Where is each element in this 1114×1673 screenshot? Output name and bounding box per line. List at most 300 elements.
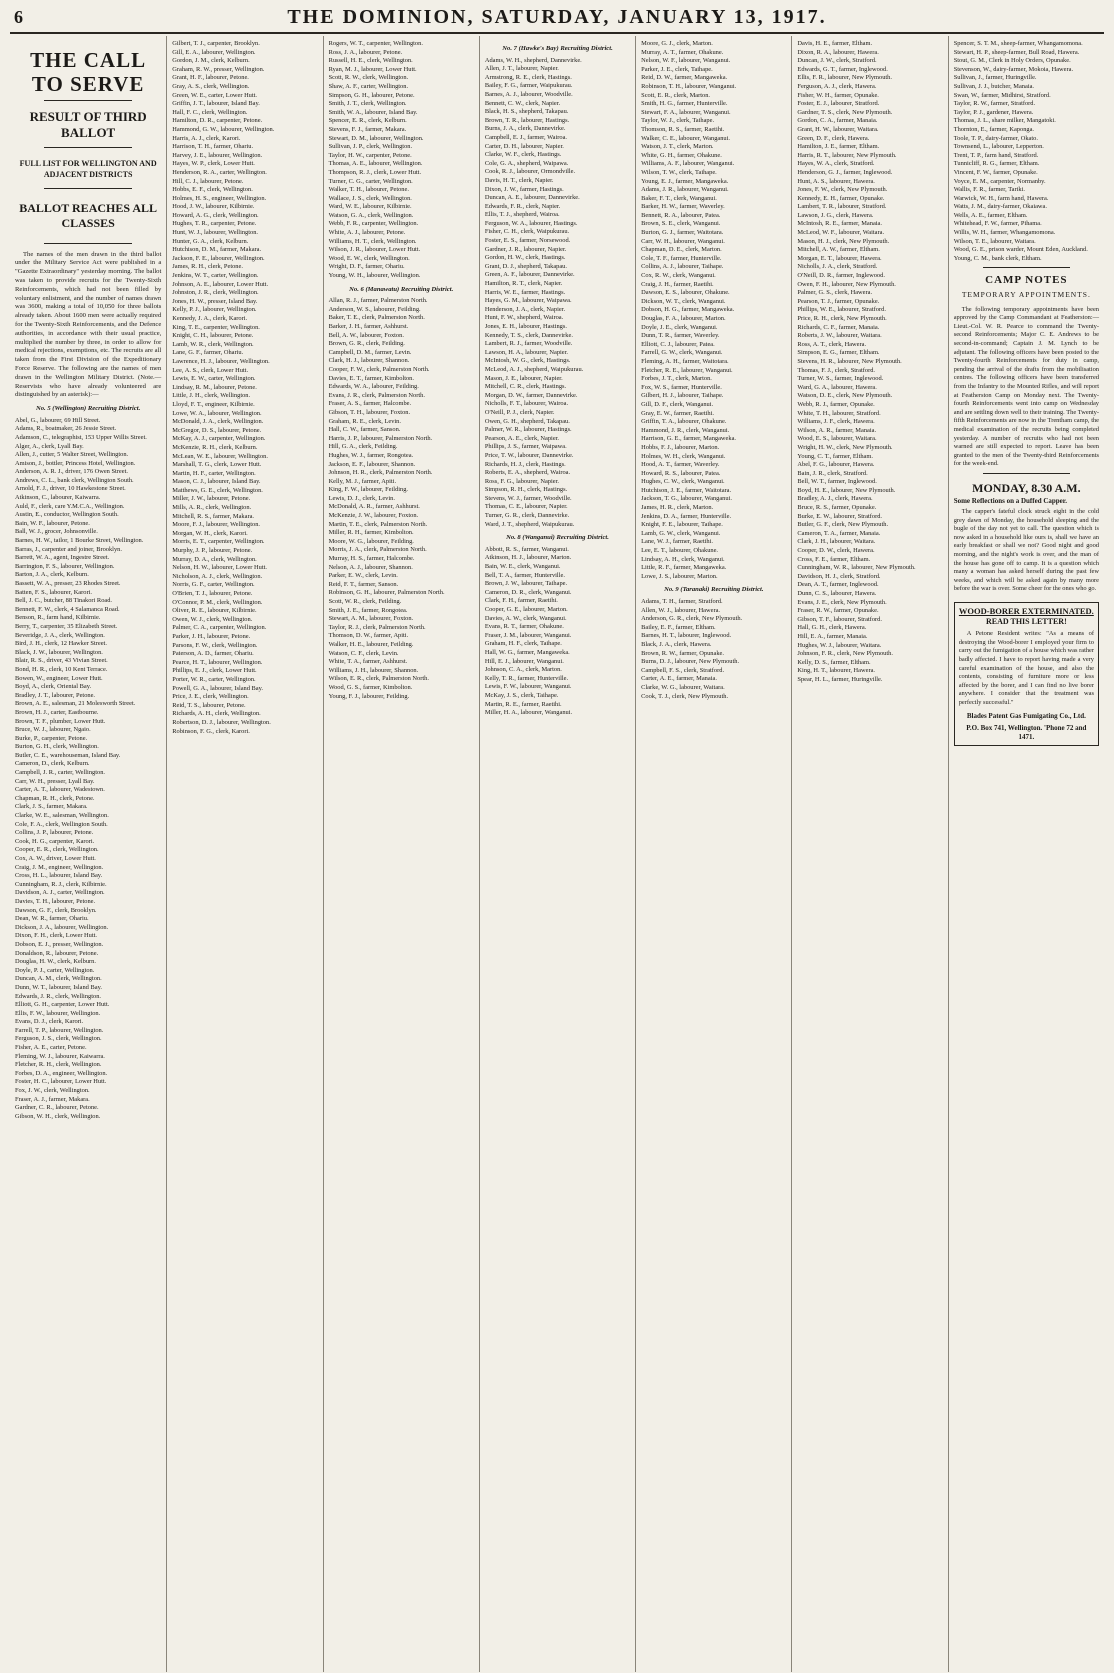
list-item: Barras, J., carpenter and joiner, Brooklyn. [15, 545, 122, 553]
column-5 [635, 36, 791, 1672]
list-item: Hunt, A. S., labourer, Hawera. [797, 177, 875, 185]
list-item: Robinson, T. H., labourer, Wanganui. [641, 82, 737, 90]
list-item: Murray, A. T., farmer, Ohakune. [641, 48, 724, 56]
list-item: Green, D. F., clerk, Hawera. [797, 134, 870, 142]
list-item: Gill, E. A., labourer, Wellington. [172, 48, 256, 56]
list-item: Elliott, G. H., carpenter, Lower Hutt. [15, 1001, 110, 1009]
monday-title: MONDAY, 8.30 A.M. [972, 480, 1081, 495]
list-item: Cunningham, W. R., labourer, New Plymouth. [797, 564, 916, 572]
list-item: Turner, G. R., clerk, Dannevirke. [484, 512, 570, 520]
list-item: Wood, G. E., prison warder, Mount Eden, Auckland. [953, 246, 1088, 254]
list-item: Foster, E. S., farmer, Norsewood. [484, 237, 571, 245]
list-item: Lloyd, F. T., engineer, Kilbirnie. [172, 400, 255, 408]
list-item: Young, E. J., farmer, Mangaweka. [641, 177, 729, 185]
list-item: Davis, H. T., clerk, Napier. [484, 176, 554, 184]
list-item: Lambert, T. R., labourer, Stratford. [797, 203, 887, 211]
list-item: Mitchell, C. R., clerk, Hastings. [484, 383, 567, 391]
entries-col5b [641, 598, 786, 701]
list-item: Wright, D. F., farmer, Ohariu. [328, 263, 405, 271]
list-item: Black, J. W., labourer, Wellington. [15, 648, 103, 656]
list-item: Anderson, A. R. J., driver, 176 Owen Street. [15, 468, 128, 476]
list-item: Burns, D. J., labourer, New Plymouth. [641, 658, 740, 666]
ballot-heading: BALLOT REACHES ALL CLASSES [19, 201, 158, 230]
list-item: Parker, E. W., clerk, Levin. [328, 572, 398, 580]
list-item: Duncan, A. E., labourer, Dannevirke. [484, 194, 580, 202]
list-item: O'Brien, T. J., labourer, Petone. [172, 590, 253, 597]
list-item: Lawrence, H. J., labourer, Wellington. [172, 357, 270, 365]
list-item: Young, W. H., labourer, Wellington. [328, 272, 421, 280]
list-item: Miller, J. W., labourer, Petone. [172, 495, 251, 503]
list-item: Owen, G. H., shepherd, Takapau. [484, 417, 570, 425]
list-item: Brown, A. E., salesman, 21 Molesworth Street. [15, 700, 136, 708]
list-item: Walker, T. H., labourer, Petone. [328, 186, 409, 194]
monday-body: The capper's fateful clock struck eight in the cold grey dawn of Monday, the household sleeping and the bugle of the day not yet to call. The question which is now asked in a household like ours is, shall we have an early breakfast or shall we not? Good night and good morning, and the night's work is over, and the man of the house has gone off to camp. It is a question which many a woman has asked herself during the past few weeks, and which will be asked again by many more before the war is over. Some cheer for the ones who go. [953, 508, 1099, 593]
list-item: Hayes, W. A., clerk, Stratford. [797, 160, 875, 168]
list-item: O'Connor, P. M., clerk, Wellington. [172, 598, 263, 606]
list-item: Lamb, W. R., clerk, Wellington. [172, 340, 254, 348]
list-item: Oliver, R. E., labourer, Kilbirnie. [172, 607, 257, 615]
list-item: Martin, R. E., farmer, Raetihi. [484, 700, 562, 708]
list-item: Hill, C. J., labourer, Petone. [172, 177, 244, 185]
list-item: Cook, R. J., labourer, Ormondville. [484, 168, 576, 176]
list-item: Mason, J. E., labourer, Napier. [484, 374, 563, 382]
list-item: Bruce, W. J., labourer, Ngaio. [15, 726, 91, 734]
list-item: Brown, R. W., farmer, Opunake. [641, 649, 724, 657]
list-item: Carr, W. H., labourer, Wanganui. [641, 237, 725, 245]
list-item: Lane, G. F., farmer, Ohariu. [172, 349, 244, 357]
list-item: Cunningham, R. J., clerk, Kilbirnie. [15, 880, 107, 888]
list-item: McKenzie, J. W., labourer, Foxton. [328, 512, 419, 520]
list-item: Scott, R. W., clerk, Wellington. [328, 74, 409, 82]
column-3 [323, 36, 479, 1672]
list-item: Evans, J. E., clerk, New Plymouth. [797, 598, 887, 606]
list-item: Howard, A. G., clerk, Wellington. [172, 211, 259, 219]
list-item: Hutchison, D. M., farmer, Makara. [172, 246, 262, 254]
list-item: King, F. W., labourer, Feilding. [328, 486, 409, 494]
list-item: McKay, A. J., carpenter, Wellington. [172, 435, 266, 443]
entries-col4a [485, 57, 630, 530]
list-item: Mason, C. J., labourer, Island Bay. [172, 478, 261, 486]
list-item: Brown, J. W., labourer, Taihape. [484, 580, 568, 588]
list-item: Bailey, F. G., farmer, Waipukurau. [484, 82, 573, 90]
list-item: Davies, A. W., clerk, Wanganui. [484, 614, 567, 622]
list-item: Mitchell, A. W., farmer, Eltham. [797, 246, 880, 254]
list-item: Spear, H. L., farmer, Huringville. [797, 675, 883, 683]
list-item: Martin, H. F., carter, Wellington. [172, 469, 256, 477]
list-item: Parsons, F. W., clerk, Wellington. [172, 641, 258, 649]
list-item: White, G. H., farmer, Ohakune. [641, 151, 722, 159]
list-item: Adams, T. H., farmer, Stratford. [641, 598, 723, 605]
list-item: Wilson, T. W., clerk, Taihape. [641, 168, 717, 176]
entries-col1 [15, 417, 161, 1122]
list-item: Watts, J. M., dairy-farmer, Okaiawa. [953, 203, 1047, 211]
list-item: Norris, G. F., carter, Wellington. [172, 581, 255, 589]
list-item: Lambert, R. J., farmer, Woodville. [484, 340, 573, 348]
list-item: Ferguson, J. S., clerk, Wellington. [15, 1035, 102, 1043]
list-item: Benson, R., farm hand, Kilbirnie. [15, 614, 101, 622]
list-item: Bowen, W., engineer, Lower Hutt. [15, 674, 103, 682]
list-item: Owen, W. J., clerk, Wellington. [172, 615, 253, 623]
list-item: Clark, J. H., labourer, Waitara. [797, 538, 876, 546]
list-item: Miller, R. H., farmer, Kimbolton. [328, 529, 414, 537]
list-item: Johnson, F. R., clerk, New Plymouth. [797, 650, 893, 658]
camp-notes-title: CAMP NOTES [985, 274, 1068, 287]
list-item: Donaldson, R., labourer, Petone. [15, 949, 99, 957]
list-item: Williams, H. T., clerk, Wellington. [328, 237, 417, 245]
list-item: Wright, H. W., clerk, New Plymouth. [797, 443, 893, 451]
list-item: McIntosh, R. E., farmer, Manaia. [797, 220, 882, 228]
list-item: Collins, A. J., labourer, Taihape. [641, 263, 724, 271]
list-item: Hayes, W. P., clerk, Lower Hutt. [172, 160, 255, 168]
list-item: Morgan, E. T., labourer, Hawera. [797, 254, 882, 262]
list-item: Powell, G. A., labourer, Island Bay. [172, 684, 264, 692]
entries-col7 [954, 40, 1099, 263]
article-deck: FULL LIST FOR WELLINGTON AND ADJACENT DISTRICTS [19, 159, 157, 179]
list-item: Walker, C. E., labourer, Wanganui. [641, 134, 730, 142]
list-item: Atkinson, C., labourer, Kaiwarra. [15, 494, 101, 502]
list-item: Cameron, D. R., clerk, Wanganui. [484, 588, 572, 596]
list-item: Clarke, W. G., labourer, Waitara. [641, 683, 725, 691]
list-item: Hammond, G. W., labourer, Wellington. [172, 125, 275, 133]
ad-sub: READ THIS LETTER! [985, 616, 1067, 626]
list-item: Hamilton, J. E., farmer, Eltham. [797, 143, 880, 151]
list-item: Brown, S. E., clerk, Wanganui. [641, 220, 721, 228]
entries-col3b [329, 297, 474, 701]
list-item: Gray, A. S., clerk, Wellington. [172, 82, 250, 90]
list-item: Lawson, J. G., clerk, Hawera. [797, 211, 874, 219]
list-item: Ward, W. E., labourer, Kilbirnie. [328, 203, 412, 211]
ad-title: WOOD-BORER EXTERMINATED. [958, 606, 1094, 617]
list-item: Voyce, E. M., carpenter, Normanby. [953, 177, 1046, 185]
list-item: Matthews, G. E., clerk, Wellington. [172, 486, 263, 494]
list-item: Hutchison, J. E., farmer, Waitotara. [641, 486, 732, 494]
list-item: Sullivan, J., farmer, Huringville. [953, 74, 1037, 82]
list-item: Edwards, G. T., farmer, Inglewood. [797, 65, 888, 73]
district-heading-taranaki: No. 9 (Taranaki) Recruiting District. [664, 586, 764, 594]
list-item: Simpson, G. H., labourer, Petone. [328, 91, 415, 99]
list-item: Hill, G. A., clerk, Feilding. [328, 443, 398, 451]
list-item: Burns, J. A., clerk, Dannevirke. [484, 125, 566, 133]
list-item: Bradley, J. T., labourer, Petone. [15, 691, 96, 699]
list-item: Adams, R., boatmaker, 26 Jessie Street. [15, 425, 117, 433]
list-item: Gray, E. W., farmer, Raetihi. [641, 409, 714, 417]
list-item: Bain, W. E., clerk, Wanganui. [484, 563, 561, 571]
list-item: Barker, H. W., farmer, Waverley. [641, 203, 725, 211]
list-item: Hall, W. G., farmer, Mangaweka. [484, 648, 570, 656]
list-item: Douglas, H. W., clerk, Kelburn. [15, 958, 96, 966]
list-item: Fox, W. S., farmer, Hunterville. [641, 383, 722, 391]
list-item: Allen, J. T., labourer, Napier. [484, 65, 559, 73]
list-item: Townsend, L., labourer, Lepperton. [953, 143, 1044, 151]
list-item: Watson, D. E., clerk, New Plymouth. [797, 392, 893, 400]
list-item: Hill, E. A., farmer, Manaia. [797, 632, 868, 640]
list-item: Martin, T. E., clerk, Palmerston North. [328, 520, 428, 528]
list-item: Kelly, D. S., farmer, Eltham. [797, 658, 871, 666]
list-item: Wallis, F. R., farmer, Tariki. [953, 186, 1025, 194]
list-item: Gordon, C. A., farmer, Manaia. [797, 117, 878, 125]
monday-rule [983, 473, 1070, 474]
list-item: Robinson, G. H., labourer, Palmerston North. [328, 589, 445, 597]
list-item: Bruce, R. S., farmer, Opunake. [797, 504, 877, 512]
list-item: Grant, H. W., labourer, Waitara. [797, 125, 879, 133]
district-heading-hawkes-bay: No. 7 (Hawke's Bay) Recruiting District. [502, 45, 613, 52]
list-item: Fraser, J. M., labourer, Wanganui. [484, 631, 572, 639]
district-heading-wanganui: No. 8 (Wanganui) Recruiting District. [506, 534, 609, 542]
list-item: Cox, R. W., clerk, Wanganui. [641, 272, 716, 280]
list-item: Thornton, E., farmer, Kaponga. [953, 125, 1035, 133]
list-item: Thomas, C. E., labourer, Napier. [484, 503, 568, 511]
list-item: Watson, C. F., clerk, Levin. [328, 649, 399, 657]
list-item: Baker, F. T., clerk, Wanganui. [641, 194, 717, 202]
list-item: Marshall, T. G., clerk, Lower Hutt. [172, 461, 262, 469]
list-item: Harris, W. E., farmer, Hastings. [484, 288, 566, 296]
entries-col6 [797, 40, 942, 685]
list-item: Phillips, J. S., farmer, Waipawa. [484, 443, 567, 451]
list-item: Fraser, R. W., farmer, Opunake. [797, 607, 879, 615]
list-item: Andrews, C. L., bank clerk, Wellington South. [15, 476, 134, 484]
list-item: Taylor, H. W., carpenter, Petone. [328, 151, 412, 159]
list-item: Henderson, J. A., clerk, Napier. [484, 305, 566, 313]
list-item: Bailey, E. F., farmer, Eltham. [641, 623, 716, 631]
list-item: Miller, H. A., labourer, Wanganui. [484, 709, 573, 717]
list-item: Boyd, A., clerk, Oriental Bay. [15, 683, 92, 691]
list-item: Hall, C. W., farmer, Sanson. [328, 426, 401, 434]
list-item: Jackson, T. G., labourer, Wanganui. [641, 495, 732, 503]
subtitle-rule [44, 147, 132, 148]
list-item: Fisher, A. E., carter, Petone. [15, 1044, 87, 1052]
list-item: Dunn, W. T., labourer, Island Bay. [15, 983, 102, 991]
list-item: Thomas, A. E., labourer, Wellington. [328, 160, 423, 168]
list-item: Dunn, C. S., labourer, Hawera. [797, 590, 877, 597]
list-item: Howard, R. S., labourer, Patea. [641, 469, 721, 477]
list-item: Webb, R. J., farmer, Opunake. [797, 400, 875, 408]
page-number: 6 [14, 7, 23, 27]
list-item: Alger, A., clerk, Lyall Bay. [15, 442, 84, 450]
list-item: Collins, J. P., labourer, Petone. [15, 829, 94, 837]
list-item: Carter, A. T., labourer, Wadestown. [15, 786, 105, 794]
list-item: James, R. H., clerk, Petone. [172, 263, 243, 271]
list-item: Campbell, D. M., farmer, Levin. [328, 348, 412, 356]
list-item: Harris, A. J., clerk, Karori. [172, 134, 241, 142]
list-item: Fisher, W. H., farmer, Opunake. [797, 91, 879, 99]
list-item: Graham, R. E., clerk, Levin. [328, 417, 401, 425]
list-item: Stewart, D. M., labourer, Wellington. [328, 134, 424, 142]
list-item: Cooper, D. W., clerk, Hawera. [797, 547, 875, 555]
list-item: Henderson, R. A., carter, Wellington. [172, 168, 267, 176]
list-item: Moore, W. G., labourer, Feilding. [328, 537, 414, 545]
list-item: Jones, E. H., labourer, Hastings. [484, 323, 567, 330]
list-item: Mitchell, R. S., farmer, Makara. [172, 512, 255, 520]
list-item: Hobbs, E. F., clerk, Wellington. [172, 186, 253, 194]
list-item: Warwick, W. H., farm hand, Hawera. [953, 194, 1049, 202]
list-item: Hood, A. T., farmer, Waverley. [641, 461, 720, 469]
list-item: Ellis, F. W., labourer, Wellington. [15, 1009, 101, 1017]
list-item: Chapman, R. H., clerk, Petone. [15, 794, 95, 802]
list-item: Taylor, W. J., clerk, Taihape. [641, 117, 715, 125]
list-item: Hamilton, D. R., carpenter, Petone. [172, 117, 263, 125]
list-item: Campbell, F. S., clerk, Stratford. [641, 666, 725, 674]
list-item: Cross, F. E., farmer, Eltham. [797, 555, 871, 563]
list-item: Morris, J. A., clerk, Palmerston North. [328, 546, 427, 554]
list-item: Fox, J. W., clerk, Wellington. [15, 1087, 90, 1095]
list-item: Wilson, T. E., labourer, Waitara. [953, 237, 1036, 245]
list-item: Gardner, T. S., clerk, New Plymouth. [797, 108, 893, 116]
list-item: Phillips, W. E., labourer, Stratford. [797, 306, 886, 314]
list-item: Baker, T. E., clerk, Palmerston North. [328, 314, 425, 322]
list-item: Cole, T. F., farmer, Hunterville. [641, 254, 722, 262]
list-item: Ross, J. A., labourer, Petone. [328, 48, 403, 56]
list-item: Roberts, J. W., labourer, Waitara. [797, 332, 882, 340]
list-item: Johnston, J. R., clerk, Wellington. [172, 289, 259, 297]
list-item: Stevens, H. R., labourer, New Plymouth. [797, 357, 902, 365]
list-item: Brown, T. F., plumber, Lower Hutt. [15, 717, 106, 725]
list-item: Porter, W. R., carter, Wellington. [172, 675, 256, 683]
list-item: Russell, H. E., clerk, Wellington. [328, 57, 413, 65]
list-item: Mason, H. J., clerk, New Plymouth. [797, 237, 890, 245]
list-item: Mills, A. R., clerk, Wellington. [172, 504, 252, 512]
list-item: Vincent, F. W., farmer, Opunake. [953, 168, 1038, 176]
list-item: Evans, J. R., clerk, Palmerston North. [328, 391, 425, 399]
list-item: Roberts, E. A., shepherd, Wairoa. [484, 469, 571, 477]
list-item: Forbes, J. T., clerk, Marton. [641, 375, 712, 383]
article-title: THE CALL TO SERVE [30, 48, 147, 96]
list-item: Turner, W. S., farmer, Inglewood. [797, 375, 884, 383]
list-item: Barnes, A. J., labourer, Woodville. [484, 90, 573, 98]
list-item: Cook, H. G., carpenter, Karori. [15, 837, 95, 845]
list-item: Fraser, A. S., farmer, Halcombe. [328, 400, 412, 408]
list-item: Wilson, E. R., clerk, Palmerston North. [328, 675, 429, 683]
column-7 [948, 36, 1104, 1672]
list-item: Murray, H. S., farmer, Halcombe. [328, 555, 415, 563]
list-item: Cooper, F. W., clerk, Palmerston North. [328, 365, 430, 373]
list-item: Smith, H. G., farmer, Hunterville. [641, 100, 728, 108]
list-item: McLean, W. E., labourer, Wellington. [172, 452, 268, 460]
column-4 [479, 36, 635, 1672]
column-6 [791, 36, 947, 1672]
list-item: Henderson, G. J., farmer, Inglewood. [797, 168, 893, 176]
list-item: Taylor, R. W., farmer, Stratford. [953, 100, 1036, 108]
list-item: Scott, E. R., clerk, Marton. [641, 91, 711, 99]
list-item: Dawson, G. F., clerk, Brooklyn. [15, 906, 97, 914]
list-item: Auld, F., clerk, care Y.M.C.A., Wellington. [15, 502, 125, 510]
list-item: Beveridge, J. A., clerk, Wellington. [15, 631, 105, 639]
list-item: Williams, J. F., clerk, Hawera. [797, 418, 875, 426]
list-item: Dixon, R. A., labourer, Hawera. [797, 48, 879, 56]
list-item: Ward, J. T., shepherd, Waipukurau. [484, 520, 575, 528]
list-item: Stevenson, W., dairy-farmer, Mokoia, Hawera. [953, 65, 1074, 73]
list-item: Gardner, J. R., labourer, Napier. [484, 245, 567, 253]
list-item: Edwards, J. R., clerk, Wellington. [15, 992, 101, 1000]
list-item: Lee, A. S., clerk, Lower Hutt. [172, 366, 249, 374]
deck-rule [44, 188, 132, 189]
list-item: Bond, H. R., clerk, 10 Kent Terrace. [15, 665, 108, 673]
list-item: Williams, J. H., labourer, Shannon. [328, 666, 419, 674]
ballot-rule [44, 243, 132, 244]
list-item: Ross, F. G., labourer, Napier. [484, 477, 559, 485]
list-item: Doyle, J. E., clerk, Wanganui. [641, 323, 718, 331]
list-item: Kelly, T. R., farmer, Hunterville. [484, 674, 569, 682]
list-item: Fraser, A. J., farmer, Makara. [15, 1095, 90, 1103]
list-item: Robertson, D. J., labourer, Wellington. [172, 718, 271, 726]
list-item: Stout, G. M., Clerk in Holy Orders, Opunake. [953, 57, 1071, 65]
list-item: Harrison, G. E., farmer, Mangaweka. [641, 435, 736, 443]
list-item: Stewart, H. P., sheep-farmer, Bull Road, Hawera. [953, 48, 1080, 56]
list-item: Hammond, J. R., clerk, Wanganui. [641, 426, 730, 434]
list-item: Dean, A. T., farmer, Inglewood. [797, 581, 879, 589]
list-item: Bell, A. W., labourer, Foxton. [328, 331, 404, 339]
list-item: Thompson, R. J., clerk, Lower Hutt. [328, 168, 422, 176]
list-item: Forbes, D. A., engineer, Wellington. [15, 1069, 108, 1077]
list-item: Ward, G. A., labourer, Hawera. [797, 383, 877, 391]
list-item: Dixon, F. H., clerk, Lower Hutt. [15, 932, 98, 940]
list-item: Cook, T. J., clerk, New Plymouth. [641, 692, 729, 700]
ad-body: A Petone Resident writes: "As a means of destroying the Wood-borer I employed your firm to carry out the fumigation of a house which was rather badly affected. I have to report having made a very careful examination of the house, and also the contents, consisting of furniture more or less affected by the borer, and I can find no live borer anywhere. I consider that the treatment was perfectly successful." [958, 630, 1094, 706]
list-item: Lewis, F. W., labourer, Wanganui. [484, 683, 572, 691]
list-item: Reid, D. W., farmer, Mangaweka. [641, 74, 728, 82]
list-item: Chapman, D. E., clerk, Marton. [641, 246, 722, 254]
list-item: Bell, T. A., farmer, Hunterville. [484, 571, 565, 579]
list-item: Brown, H. J., carter, Eastbourne. [15, 708, 99, 716]
list-item: Willis, W. H., farmer, Whangamomona. [953, 229, 1056, 237]
list-item: Price, J. E., clerk, Wellington. [172, 693, 249, 701]
list-item: Dickson, J. A., labourer, Wellington. [15, 923, 109, 931]
list-item: Richards, H. J., clerk, Hastings. [484, 460, 566, 468]
list-item: Whitehead, F. W., farmer, Pihama. [953, 220, 1042, 228]
list-item: Toole, T. P., dairy-farmer, Okato. [953, 134, 1038, 142]
list-item: Blair, R. S., driver, 43 Vivian Street. [15, 657, 108, 665]
list-item: Green, W. E., carter, Lower Hutt. [172, 91, 258, 99]
list-item: Brown, G. R., clerk, Feilding. [328, 340, 405, 348]
list-item: White, T. H., labourer, Stratford. [797, 409, 881, 417]
list-item: Clarke, W. F., clerk, Hastings. [484, 151, 562, 159]
list-item: Clarke, W. E., salesman, Wellington. [15, 812, 109, 820]
list-item: Stevens, W. J., farmer, Woodville. [484, 494, 572, 502]
title-rule [44, 100, 132, 101]
list-item: Clark, F. H., farmer, Raetihi. [484, 597, 558, 605]
list-item: Griffin, J. T., labourer, Island Bay. [172, 100, 260, 108]
list-item: Trent, T. P., farm hand, Stratford. [953, 151, 1039, 159]
list-item: Edwards, W. A., labourer, Feilding. [328, 383, 419, 391]
list-item: Smith, J. T., clerk, Wellington. [328, 100, 407, 108]
list-item: Austin, E., conductor, Wellington South. [15, 511, 119, 519]
list-item: Harrison, T. H., farmer, Ohariu. [172, 143, 254, 151]
list-item: Bennett, R. A., labourer, Patea. [641, 211, 721, 219]
list-item: Pearson, A. E., clerk, Napier. [484, 434, 560, 442]
list-item: Abel, G., labourer, 69 Hill Street. [15, 416, 101, 424]
list-item: White, T. A., farmer, Ashhurst. [328, 658, 408, 666]
list-item: Craig, J. M., engineer, Wellington. [15, 863, 104, 871]
list-item: Hughes, W. J., farmer, Rongotea. [328, 451, 414, 459]
list-item: Parker, J. E., clerk, Taihape. [641, 65, 713, 73]
list-item: Watson, G. A., clerk, Wellington. [328, 211, 414, 219]
list-item: Tunnicliff, R. G., farmer, Eltham. [953, 160, 1040, 168]
list-item: Bell, J. C., butcher, 88 Tinakori Road. [15, 597, 113, 605]
list-item: Price, R. H., clerk, New Plymouth. [797, 315, 887, 322]
list-item: Burke, E. W., labourer, Stratford. [797, 512, 882, 520]
list-item: Young, F. J., labourer, Feilding. [328, 692, 410, 700]
list-item: Wood, E. W., clerk, Wellington. [328, 254, 410, 262]
list-item: Butler, C. E., warehouseman, Island Bay. [15, 751, 121, 759]
list-item: White, A. J., labourer, Petone. [328, 229, 406, 237]
list-item: Hunt, F. W., shepherd, Wairoa. [484, 314, 564, 322]
list-item: Anderson, G. R., clerk, New Plymouth. [641, 615, 743, 623]
list-item: Graham, H. F., clerk, Taihape. [484, 640, 562, 648]
column-2 [166, 36, 322, 1672]
list-item: Farrell, G. W., clerk, Wanganui. [641, 349, 723, 357]
list-item: Black, H. S., shepherd, Takapau. [484, 108, 569, 116]
list-item: Taylor, P. J., gardener, Hawera. [953, 108, 1034, 116]
list-item: Walker, H. E., labourer, Feilding. [328, 640, 414, 648]
